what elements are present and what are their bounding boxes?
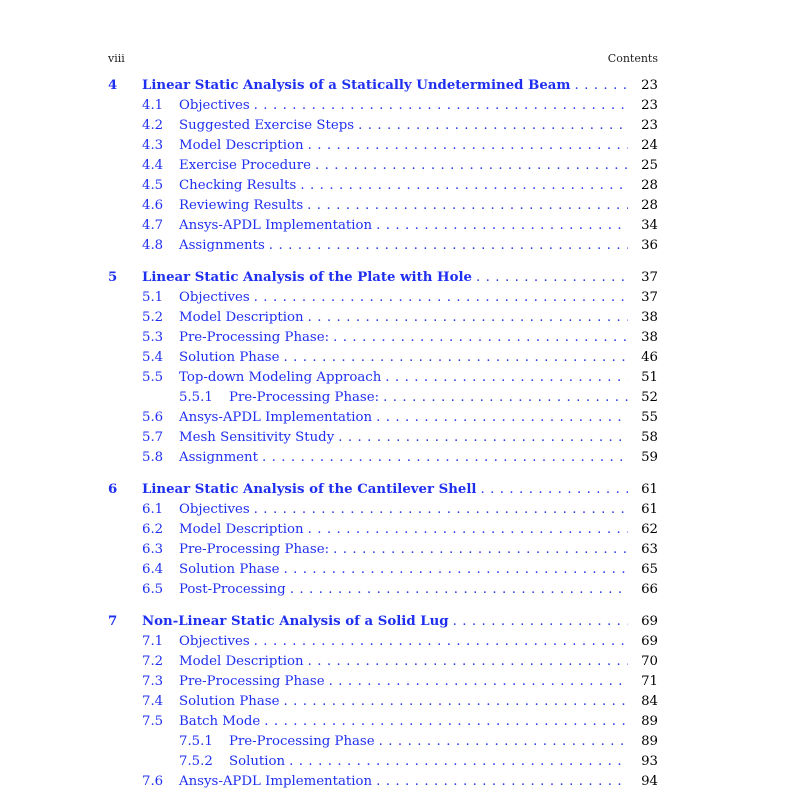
dot-leader — [289, 752, 628, 772]
toc-section-entry[interactable] — [108, 580, 658, 600]
toc-section-number: 6.5 — [142, 582, 164, 597]
toc-section-entry[interactable] — [108, 672, 658, 692]
toc-section-title[interactable]: Solution Phase — [179, 350, 280, 365]
toc-section-number: 5.2 — [142, 310, 164, 325]
toc-section-number: 4.4 — [142, 158, 164, 173]
toc-section-title[interactable]: Pre-Processing Phase: — [179, 330, 330, 345]
toc-page-number: 23 — [641, 78, 658, 93]
toc-section-entry[interactable] — [108, 196, 658, 216]
toc-section-number: 4.6 — [142, 198, 164, 213]
toc-section-number: 4.7 — [142, 218, 164, 233]
toc-page-number: 89 — [641, 734, 658, 749]
toc-subsection-number: 5.5.1 — [179, 390, 213, 405]
toc-page-number: 89 — [641, 714, 658, 729]
dot-leader — [307, 196, 628, 216]
toc-page-number: 55 — [641, 410, 658, 425]
toc-section-number: 6.1 — [142, 502, 164, 517]
toc-section-title[interactable]: Assignment — [179, 450, 258, 465]
toc-subsection-title[interactable]: Solution — [229, 754, 286, 769]
dot-leader — [283, 560, 628, 580]
toc-page-number: 65 — [641, 562, 658, 577]
toc-section-title[interactable]: Mesh Sensitivity Study — [179, 430, 335, 445]
dot-leader — [300, 176, 628, 196]
toc-section-title[interactable]: Checking Results — [179, 178, 297, 193]
toc-section-title[interactable]: Objectives — [179, 98, 250, 113]
toc-section-number: 5.7 — [142, 430, 164, 445]
toc-page-number: 59 — [641, 450, 658, 465]
dot-leader — [254, 500, 628, 520]
page-number-roman: viii — [108, 52, 125, 65]
toc-section-entry[interactable] — [108, 408, 658, 428]
dot-leader — [385, 368, 628, 388]
toc-section-number: 4.2 — [142, 118, 164, 133]
toc-page-number: 70 — [641, 654, 658, 669]
toc-section-title[interactable]: Solution Phase — [179, 562, 280, 577]
dot-leader — [290, 580, 628, 600]
toc-section-number: 5.8 — [142, 450, 164, 465]
toc-page-number: 69 — [641, 614, 658, 629]
dot-leader — [308, 652, 628, 672]
toc-section-entry[interactable] — [108, 368, 658, 388]
toc-page-number: 61 — [641, 502, 658, 517]
toc-section-number: 4.5 — [142, 178, 164, 193]
toc-section-number: 7.2 — [142, 654, 164, 669]
toc-page-number: 94 — [641, 774, 658, 789]
toc-section-title[interactable]: Objectives — [179, 634, 250, 649]
toc-subsection-number: 7.5.2 — [179, 754, 213, 769]
toc-section-number: 5.6 — [142, 410, 164, 425]
toc-section-entry[interactable] — [108, 236, 658, 256]
toc-section-title[interactable]: Reviewing Results — [179, 198, 304, 213]
toc-page-number: 51 — [641, 370, 658, 385]
toc-page-number: 37 — [641, 290, 658, 305]
toc-page-number: 93 — [641, 754, 658, 769]
dot-leader — [308, 308, 628, 328]
toc-section-entry[interactable] — [108, 692, 658, 712]
toc-page-number: 23 — [641, 98, 658, 113]
toc-chapter-number: 6 — [108, 482, 118, 497]
toc-page-number: 62 — [641, 522, 658, 537]
toc-subsection-number: 7.5.1 — [179, 734, 213, 749]
table-of-contents — [108, 76, 658, 792]
toc-section-entry[interactable] — [108, 428, 658, 448]
toc-page-number: 28 — [641, 198, 658, 213]
dot-leader — [338, 428, 628, 448]
toc-section-entry[interactable] — [108, 176, 658, 196]
toc-section-title[interactable]: Top-down Modeling Approach — [179, 370, 382, 385]
toc-section-entry[interactable] — [108, 520, 658, 540]
toc-section-title[interactable]: Model Description — [179, 654, 304, 669]
toc-page-number: 38 — [641, 310, 658, 325]
toc-page-number: 46 — [641, 350, 658, 365]
dot-leader — [269, 236, 628, 256]
toc-section-title[interactable]: Ansys-APDL Implementation — [179, 410, 373, 425]
toc-section-number: 4.8 — [142, 238, 164, 253]
toc-chapter-title[interactable]: Linear Static Analysis of the Plate with Hole — [142, 270, 472, 285]
toc-section-number: 6.4 — [142, 562, 164, 577]
toc-page-number: 36 — [641, 238, 658, 253]
toc-section-number: 5.3 — [142, 330, 164, 345]
toc-section-title[interactable]: Batch Mode — [179, 714, 261, 729]
toc-section-title[interactable]: Pre-Processing Phase — [179, 674, 325, 689]
toc-section-title[interactable]: Model Description — [179, 138, 304, 153]
dot-leader — [262, 448, 628, 468]
toc-page-number: 37 — [641, 270, 658, 285]
dot-leader — [308, 136, 628, 156]
toc-section-title[interactable]: Model Description — [179, 310, 304, 325]
toc-section-entry[interactable] — [108, 560, 658, 580]
toc-section-number: 6.2 — [142, 522, 164, 537]
toc-chapter-entry[interactable] — [108, 268, 658, 288]
toc-chapter-title[interactable]: Linear Static Analysis of the Cantilever Shell — [142, 482, 477, 497]
dot-leader — [376, 772, 628, 792]
dot-leader — [574, 76, 628, 96]
toc-section-number: 5.1 — [142, 290, 164, 305]
toc-page-number: 34 — [641, 218, 658, 233]
toc-section-entry[interactable] — [108, 772, 658, 792]
toc-section-number: 7.4 — [142, 694, 164, 709]
toc-section-number: 6.3 — [142, 542, 164, 557]
dot-leader — [308, 520, 628, 540]
toc-page-number: 38 — [641, 330, 658, 345]
toc-subsection-title[interactable]: Pre-Processing Phase: — [229, 390, 380, 405]
toc-page-number: 23 — [641, 118, 658, 133]
toc-section-title[interactable]: Assignments — [179, 238, 265, 253]
toc-section-title[interactable]: Solution Phase — [179, 694, 280, 709]
toc-section-entry[interactable] — [108, 500, 658, 520]
toc-section-entry[interactable] — [108, 448, 658, 468]
toc-subsection-entry[interactable] — [108, 752, 658, 772]
dot-leader — [358, 116, 628, 136]
toc-page-number: 61 — [641, 482, 658, 497]
toc-section-entry[interactable] — [108, 348, 658, 368]
toc-section-title[interactable]: Ansys-APDL Implementation — [179, 774, 373, 789]
toc-section-entry[interactable] — [108, 308, 658, 328]
dot-leader — [333, 540, 628, 560]
toc-chapter-title[interactable]: Linear Static Analysis of a Statically Undetermined Beam — [142, 78, 571, 93]
toc-page-number: 28 — [641, 178, 658, 193]
toc-section-entry[interactable] — [108, 540, 658, 560]
toc-section-title[interactable]: Objectives — [179, 290, 250, 305]
dot-leader — [264, 712, 628, 732]
toc-section-title[interactable]: Suggested Exercise Steps — [179, 118, 355, 133]
toc-page-number: 63 — [641, 542, 658, 557]
toc-page-number: 58 — [641, 430, 658, 445]
dot-leader — [376, 408, 628, 428]
toc-section-entry[interactable] — [108, 652, 658, 672]
toc-section-title[interactable]: Post-Processing — [179, 582, 286, 597]
toc-section-entry[interactable] — [108, 216, 658, 236]
toc-section-entry[interactable] — [108, 328, 658, 348]
toc-section-entry[interactable] — [108, 136, 658, 156]
toc-section-title[interactable]: Model Description — [179, 522, 304, 537]
dot-leader — [315, 156, 628, 176]
toc-section-title[interactable]: Ansys-APDL Implementation — [179, 218, 373, 233]
dot-leader — [329, 672, 628, 692]
toc-chapter-number: 4 — [108, 78, 118, 93]
toc-section-entry[interactable] — [108, 632, 658, 652]
toc-page-number: 52 — [641, 390, 658, 405]
toc-subsection-entry[interactable] — [108, 388, 658, 408]
running-header: Contents — [607, 52, 658, 65]
dot-leader — [283, 692, 628, 712]
toc-page-number: 84 — [641, 694, 658, 709]
toc-section-title[interactable]: Objectives — [179, 502, 250, 517]
toc-chapter-number: 7 — [108, 614, 118, 629]
toc-section-entry[interactable] — [108, 116, 658, 136]
toc-section-title[interactable]: Pre-Processing Phase: — [179, 542, 330, 557]
dot-leader — [476, 268, 628, 288]
dot-leader — [480, 480, 628, 500]
toc-section-number: 7.1 — [142, 634, 164, 649]
dot-leader — [379, 732, 628, 752]
dot-leader — [333, 328, 628, 348]
toc-section-number: 7.6 — [142, 774, 164, 789]
toc-chapter-number: 5 — [108, 270, 118, 285]
toc-page-number: 25 — [641, 158, 658, 173]
dot-leader — [453, 612, 628, 632]
dot-leader — [376, 216, 628, 236]
dot-leader — [283, 348, 628, 368]
toc-section-title[interactable]: Exercise Procedure — [179, 158, 311, 173]
toc-page-number: 69 — [641, 634, 658, 649]
toc-subsection-title[interactable]: Pre-Processing Phase — [229, 734, 375, 749]
dot-leader — [254, 288, 628, 308]
toc-subsection-entry[interactable] — [108, 732, 658, 752]
toc-section-number: 5.4 — [142, 350, 164, 365]
toc-section-entry[interactable] — [108, 288, 658, 308]
toc-section-number: 4.3 — [142, 138, 164, 153]
toc-section-number: 7.3 — [142, 674, 164, 689]
toc-chapter-entry[interactable] — [108, 480, 658, 500]
toc-page-number: 66 — [641, 582, 658, 597]
toc-section-entry[interactable] — [108, 156, 658, 176]
toc-section-entry[interactable] — [108, 96, 658, 116]
toc-page-number: 24 — [641, 138, 658, 153]
dot-leader — [254, 96, 628, 116]
toc-page-number: 71 — [641, 674, 658, 689]
dot-leader — [254, 632, 628, 652]
toc-chapter-entry[interactable] — [108, 76, 658, 96]
toc-section-entry[interactable] — [108, 712, 658, 732]
toc-chapter-title[interactable]: Non-Linear Static Analysis of a Solid Lug — [142, 614, 449, 629]
toc-section-number: 5.5 — [142, 370, 164, 385]
toc-section-number: 7.5 — [142, 714, 164, 729]
dot-leader — [383, 388, 628, 408]
toc-section-number: 4.1 — [142, 98, 164, 113]
toc-chapter-entry[interactable] — [108, 612, 658, 632]
